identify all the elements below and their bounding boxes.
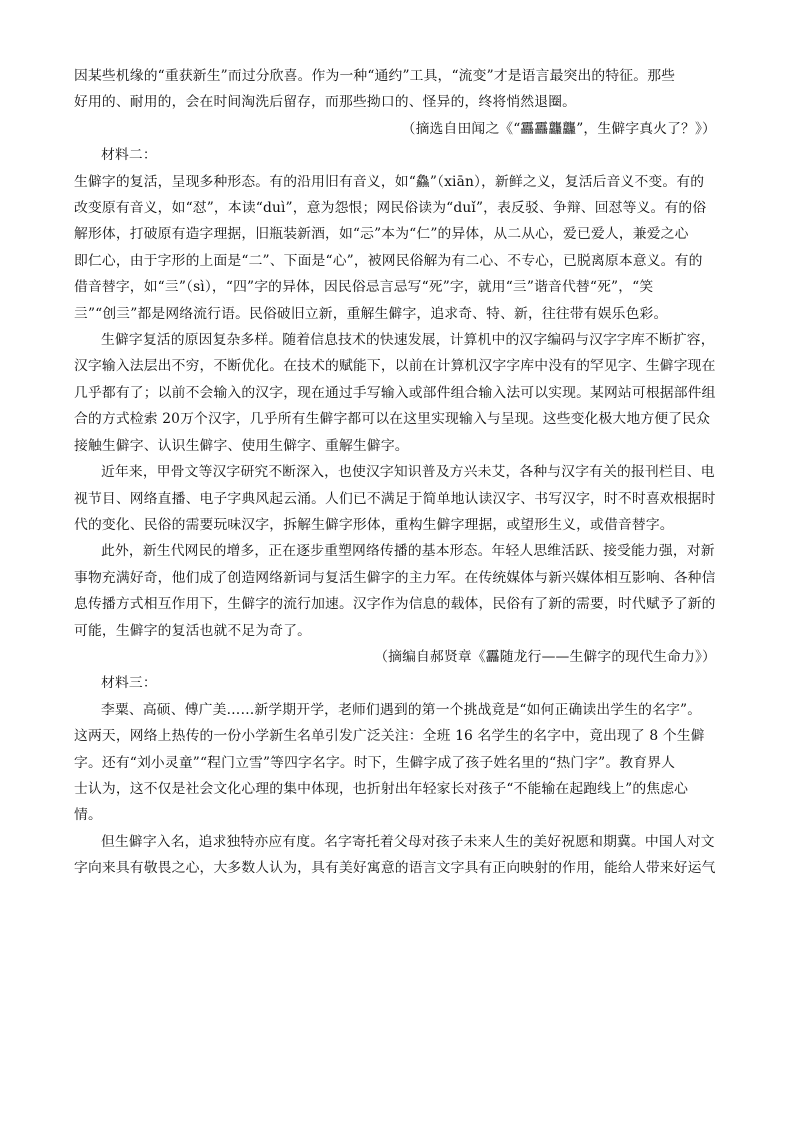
body-line: 事物充满好奇，他们成了创造网络新词与复活生僻字的主力军。在传统媒体与新兴媒体相互影响、各种信 [74, 569, 716, 586]
body-line: 字。还有“刘小灵童”“程门立雪”等四字名字。时下，生僻字成了孩子姓名里的“热门字”。教育界人 [74, 754, 676, 771]
body-line: 好用的、耐用的，会在时间淘洗后留存，而那些拗口的、怪异的，终将悄然退圈。 [74, 94, 577, 111]
body-line: 但生僻字入名，追求独特亦应有度。名字寄托着父母对孩子未来人生的美好祝愿和期冀。中国人对文 [101, 833, 715, 850]
section-heading: 材料三： [101, 675, 157, 692]
body-line: 改变原有音义，如“怼”，本读“duì”，意为怨恨；网民俗读为“duǐ”，表反驳、争辩、回怼等义。有的俗 [74, 200, 707, 217]
body-line: 这两天，网络上热传的一份小学新生名单引发广泛关注：全班 16 名学生的名字中，竟出现了 8 个生僻 [74, 728, 705, 745]
body-line: 即仁心，由于字形的上面是“二”、下面是“心”，被网民俗解为有二心、不专心，已脱离原本意义。有的 [74, 252, 703, 269]
body-line: 几乎都有了；以前不会输入的汉字，现在通过手写输入或部件组合输入法可以实现。某网站可根据部件组 [74, 384, 716, 401]
body-line: 生僻字的复活，呈现多种形态。有的沿用旧有音义，如“鱻”（xiān），新鲜之义，复活后音义不变。有的 [74, 173, 705, 190]
body-line: 合的方式检索 20万个汉字，几乎所有生僻字都可以在这里实现输入与呈现。这些变化极大地方便了民众 [74, 411, 711, 428]
body-line: 可能，生僻字的复活也就不足为奇了。 [74, 622, 312, 639]
body-line: 字向来具有敬畏之心，大多数人认为，具有美好寓意的语言文字具有正向映射的作用，能给人带来好运气 [74, 860, 716, 877]
body-line: 此外，新生代网民的增多，正在逐步重塑网络传播的基本形态。年轻人思维活跃、接受能力强，对新 [101, 543, 715, 560]
body-line: 生僻字复活的原因复杂多样。随着信息技术的快速发展，计算机中的汉字编码与汉字字库不断扩容， [101, 332, 715, 349]
source-citation: （摘选自田闻之《“靐靐龘龘”，生僻字真火了？》） [401, 120, 716, 137]
body-line: 情。 [74, 807, 102, 824]
body-line: 解形体，打破原有造字理据，旧瓶装新酒，如“忈”本为“仁”的异体，从二从心，爱已爱人，兼爱之心 [74, 226, 689, 243]
body-line: 代的变化、民俗的需要玩味汉字，拆解生僻字形体，重构生僻字理据，或望形生义，或借音替字。 [74, 516, 674, 533]
body-line: 借音替字，如“亖”（sì），“四”字的异体，因民俗忌言忌写“死”字，就用“亖”谐音代替“死”，“笑 [74, 279, 654, 296]
body-line: 息传播方式相互作用下，生僻字的流行加速。汉字作为信息的载体，民俗有了新的需要，时代赋予了新的 [74, 596, 716, 613]
section-heading: 材料二： [101, 147, 157, 164]
body-line: 近年来，甲骨文等汉字研究不断深入，也使汉字知识普及方兴未艾，各种与汉字有关的报刊栏目、电 [101, 464, 715, 481]
body-line: 李粟、高硕、傅广美……新学期开学，老师们遇到的第一个挑战竟是“如何正确读出学生的名字”。 [101, 701, 702, 718]
body-line: 视节目、网络直播、电子字典风起云涌。人们已不满足于简单地认读汉字、书写汉字，时不时喜欢根据时 [74, 490, 716, 507]
body-line: 接触生僻字、认识生僻字、使用生僻字、重解生僻字。 [74, 437, 409, 454]
body-line: 因某些机缘的“重获新生”而过分欣喜。作为一种“通约”工具，“流变”才是语言最突出的特征。那些 [74, 68, 676, 84]
body-line: 汉字输入法层出不穷，不断优化。在技术的赋能下，以前在计算机汉字字库中没有的罕见字、生僻字现在 [74, 358, 716, 375]
source-citation: （摘编自郝贤章《靐随龙行——生僻字的现代生命力》） [374, 648, 716, 665]
body-line: 士认为，这不仅是社会文化心理的集中体现，也折射出年轻家长对孩子“不能输在起跑线上”的焦虑心 [74, 780, 689, 797]
body-line: 亖”“创亖”都是网络流行语。民俗破旧立新，重解生僻字，追求奇、特、新，往往带有娱乐色彩。 [74, 305, 668, 322]
